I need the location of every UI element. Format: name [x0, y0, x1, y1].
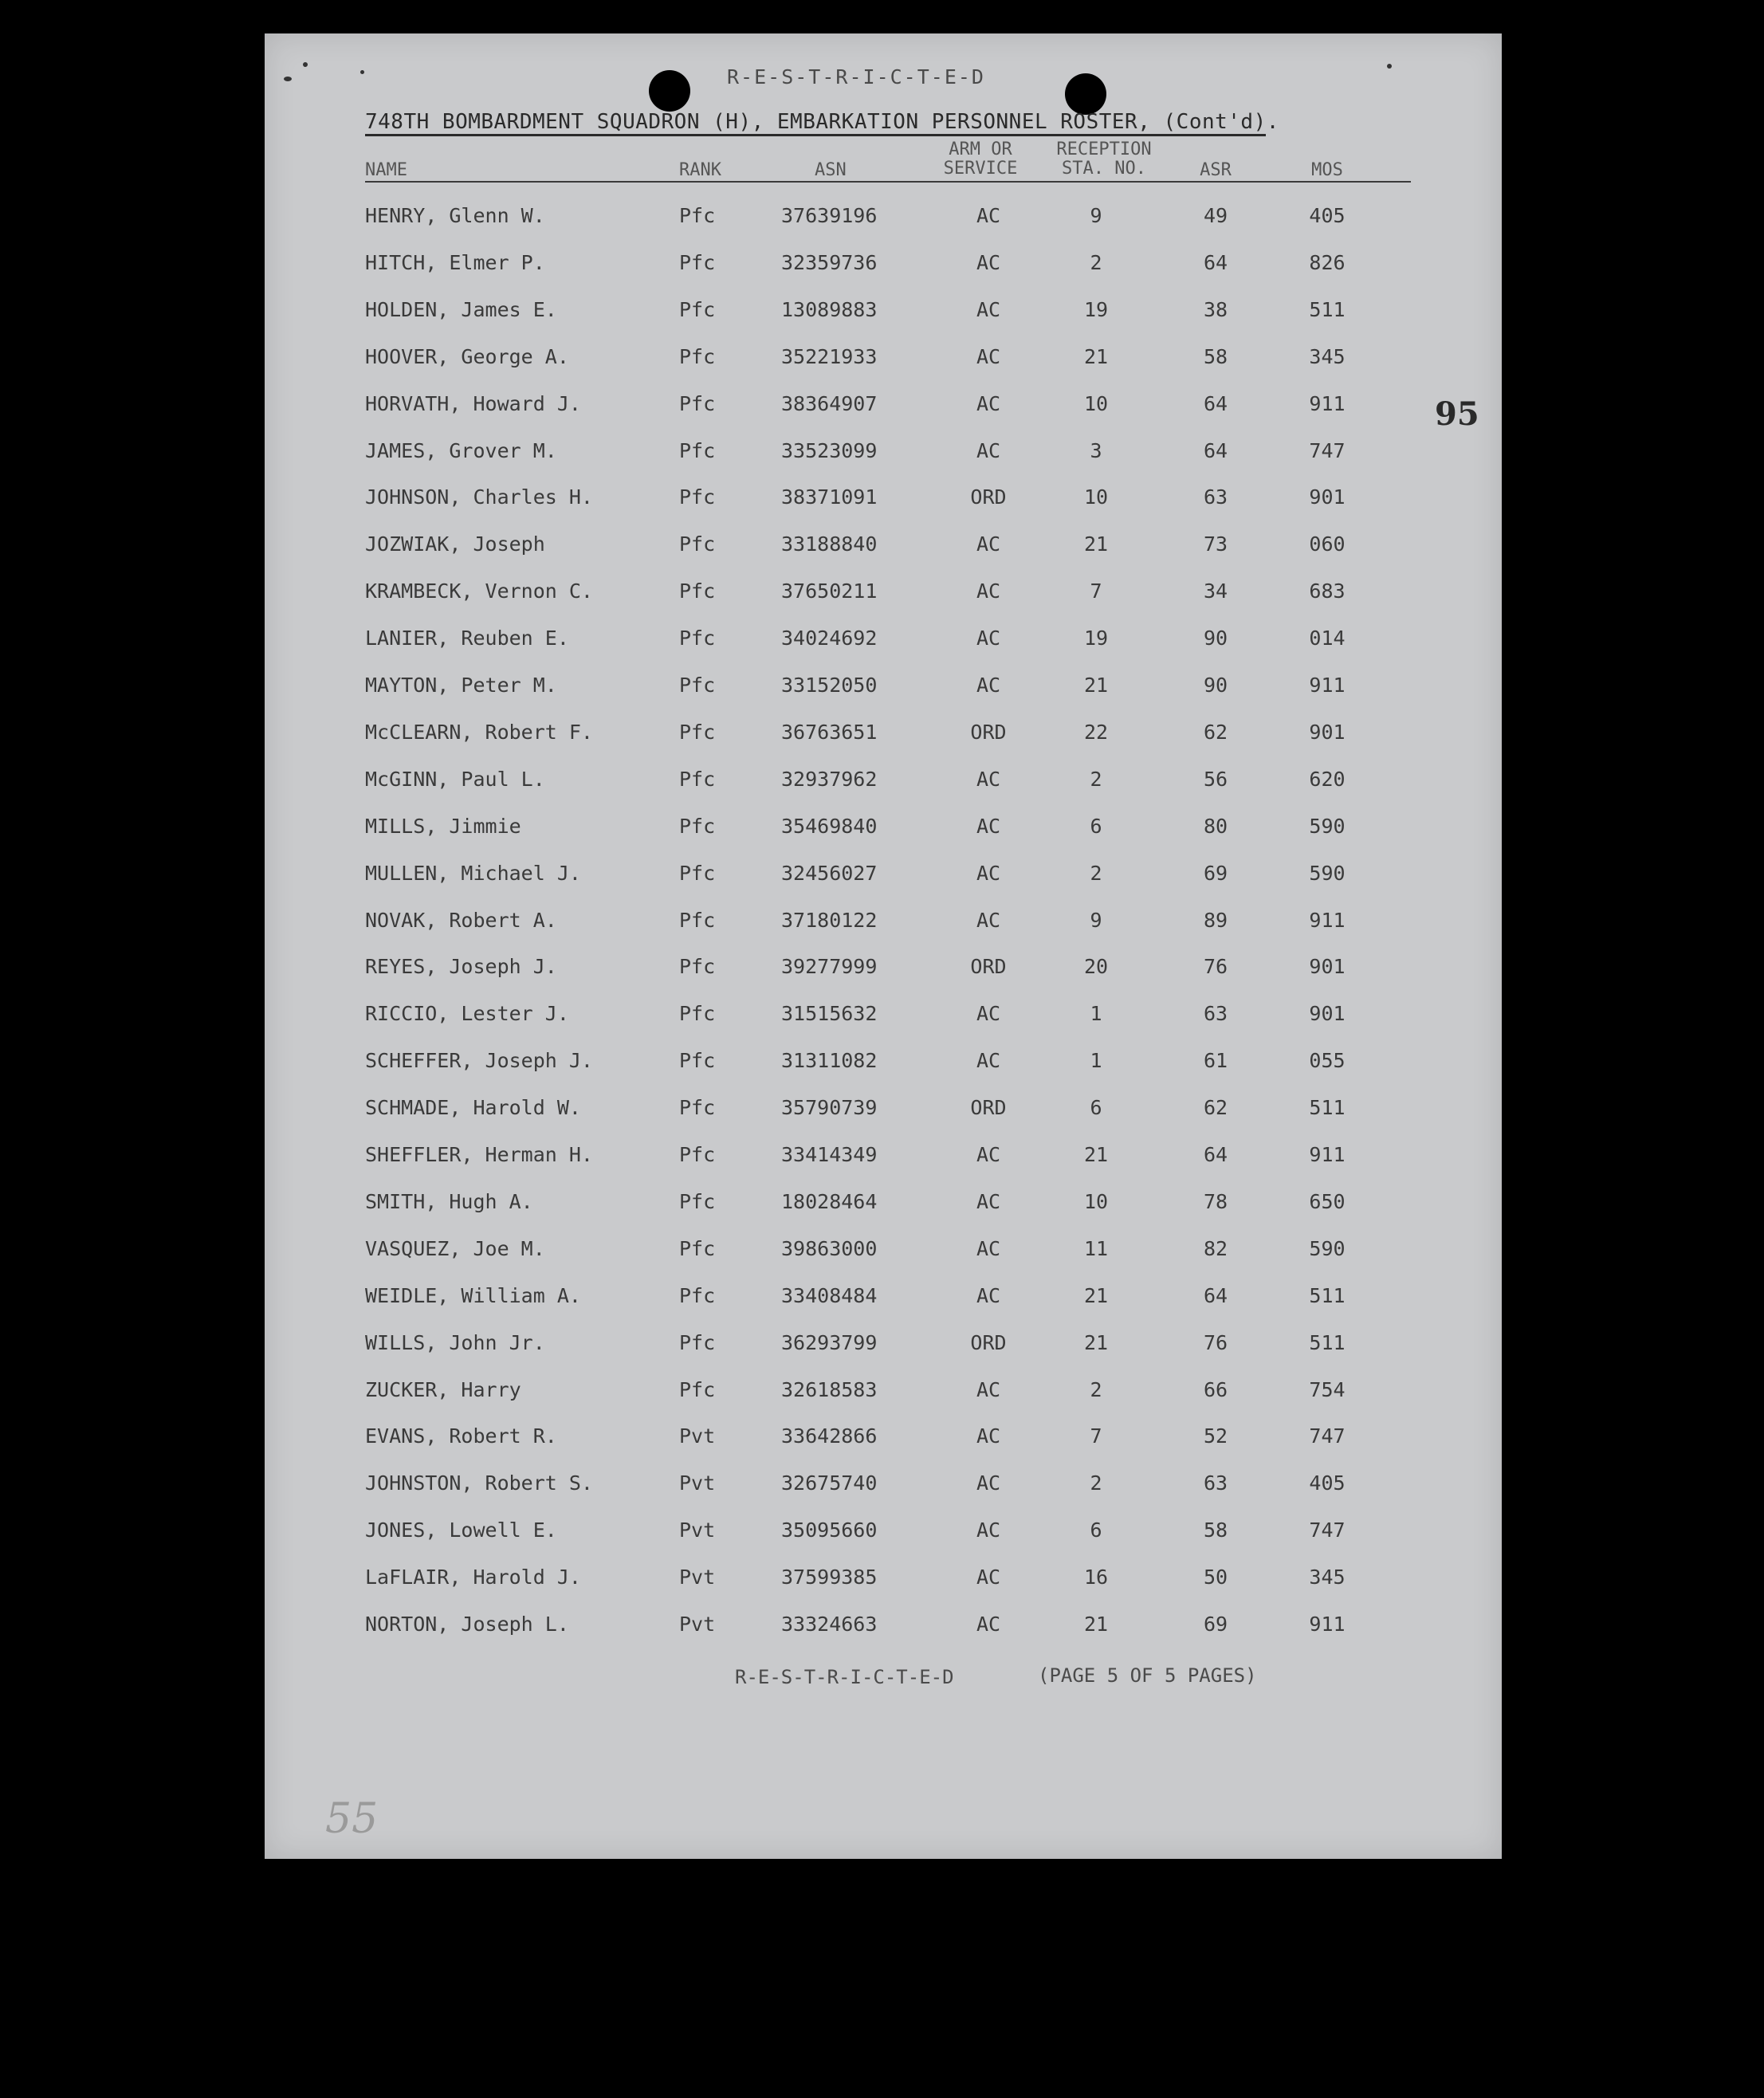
col-header-rank: RANK — [679, 160, 721, 180]
cell-asn: 31515632 — [781, 1002, 878, 1025]
cell-asr: 56 — [1203, 768, 1228, 791]
cell-asn: 33523099 — [781, 439, 878, 462]
cell-asn: 37180122 — [781, 909, 878, 932]
cell-mos: 911 — [1309, 1143, 1346, 1166]
cell-asr: 58 — [1203, 345, 1228, 368]
cell-arm: AC — [976, 862, 1001, 885]
cell-arm: AC — [976, 909, 1001, 932]
cell-rank: Pfc — [679, 815, 716, 838]
cell-asn: 35469840 — [781, 815, 878, 838]
cell-rank: Pfc — [679, 1331, 716, 1354]
cell-asn: 36293799 — [781, 1331, 878, 1354]
cell-asn: 39863000 — [781, 1237, 878, 1260]
cell-asn: 13089883 — [781, 298, 878, 321]
cell-rank: Pfc — [679, 1378, 716, 1401]
col-header-reception-line2: STA. NO. — [1062, 159, 1146, 179]
cell-asr: 73 — [1203, 532, 1228, 556]
cell-mos: 911 — [1309, 909, 1346, 932]
title-underline — [365, 134, 1266, 136]
cell-rank: Pfc — [679, 580, 716, 603]
cell-rec: 2 — [1090, 862, 1102, 885]
cell-asn: 36763651 — [781, 721, 878, 744]
cell-rec: 21 — [1083, 1143, 1109, 1166]
cell-name: LaFLAIR, Harold J. — [365, 1566, 581, 1589]
cell-rec: 1 — [1090, 1002, 1102, 1025]
page-title: 748TH BOMBARDMENT SQUADRON (H), EMBARKATION PERSONNEL ROSTER, (Cont'd). — [365, 110, 1279, 134]
cell-arm: AC — [976, 1378, 1001, 1401]
cell-mos: 683 — [1309, 580, 1346, 603]
cell-rec: 10 — [1083, 392, 1109, 415]
stamp-number: 95 — [1435, 395, 1479, 433]
col-header-arm-line1: ARM OR — [949, 139, 1012, 159]
cell-rec: 2 — [1090, 768, 1102, 791]
cell-arm: ORD — [970, 955, 1007, 978]
cell-arm: ORD — [970, 1096, 1007, 1119]
cell-mos: 747 — [1309, 1518, 1346, 1542]
punch-hole-left — [649, 70, 690, 112]
cell-asn: 37650211 — [781, 580, 878, 603]
cell-rank: Pfc — [679, 439, 716, 462]
cell-rec: 21 — [1083, 345, 1109, 368]
col-header-arm-line2: SERVICE — [943, 159, 1018, 179]
cell-mos: 620 — [1309, 768, 1346, 791]
cell-asr: 80 — [1203, 815, 1228, 838]
header-underline — [365, 181, 1411, 183]
cell-mos: 754 — [1309, 1378, 1346, 1401]
cell-rec: 20 — [1083, 955, 1109, 978]
cell-asn: 33642866 — [781, 1424, 878, 1448]
cell-name: ZUCKER, Harry — [365, 1378, 521, 1401]
cell-arm: AC — [976, 392, 1001, 415]
cell-rec: 6 — [1090, 815, 1102, 838]
cell-mos: 650 — [1309, 1190, 1346, 1213]
cell-name: HORVATH, Howard J. — [365, 392, 581, 415]
cell-asn: 31311082 — [781, 1049, 878, 1072]
cell-rank: Pfc — [679, 204, 716, 227]
cell-arm: AC — [976, 1518, 1001, 1542]
cell-arm: AC — [976, 1049, 1001, 1072]
cell-name: SCHEFFER, Joseph J. — [365, 1049, 593, 1072]
cell-mos: 345 — [1309, 345, 1346, 368]
cell-name: KRAMBECK, Vernon C. — [365, 580, 593, 603]
cell-rec: 21 — [1083, 1613, 1109, 1636]
cell-mos: 901 — [1309, 955, 1346, 978]
cell-rec: 9 — [1090, 909, 1102, 932]
cell-arm: ORD — [970, 485, 1007, 509]
cell-asn: 38364907 — [781, 392, 878, 415]
cell-arm: AC — [976, 298, 1001, 321]
cell-asn: 33408484 — [781, 1284, 878, 1307]
cell-rank: Pfc — [679, 532, 716, 556]
cell-arm: AC — [976, 1424, 1001, 1448]
cell-asn: 33152050 — [781, 674, 878, 697]
cell-arm: AC — [976, 674, 1001, 697]
cell-name: HENRY, Glenn W. — [365, 204, 545, 227]
cell-name: JONES, Lowell E. — [365, 1518, 557, 1542]
speck — [284, 77, 292, 81]
restricted-mark-bottom: R-E-S-T-R-I-C-T-E-D — [735, 1666, 954, 1688]
cell-arm: AC — [976, 532, 1001, 556]
cell-rank: Pfc — [679, 1002, 716, 1025]
col-header-reception-line1: RECEPTION — [1056, 139, 1152, 159]
cell-asr: 90 — [1203, 627, 1228, 650]
cell-name: HOLDEN, James E. — [365, 298, 557, 321]
cell-rank: Pfc — [679, 251, 716, 274]
cell-asn: 38371091 — [781, 485, 878, 509]
cell-name: SHEFFLER, Herman H. — [365, 1143, 593, 1166]
cell-asn: 32937962 — [781, 768, 878, 791]
cell-name: MAYTON, Peter M. — [365, 674, 557, 697]
cell-rec: 19 — [1083, 298, 1109, 321]
cell-asr: 61 — [1203, 1049, 1228, 1072]
cell-mos: 055 — [1309, 1049, 1346, 1072]
cell-name: JOHNSON, Charles H. — [365, 485, 593, 509]
cell-arm: AC — [976, 1613, 1001, 1636]
cell-rec: 7 — [1090, 1424, 1102, 1448]
cell-asr: 64 — [1203, 1284, 1228, 1307]
cell-rank: Pfc — [679, 298, 716, 321]
cell-rank: Pvt — [679, 1566, 716, 1589]
cell-asr: 90 — [1203, 674, 1228, 697]
cell-mos: 014 — [1309, 627, 1346, 650]
cell-arm: AC — [976, 1002, 1001, 1025]
cell-rank: Pfc — [679, 1190, 716, 1213]
cell-arm: AC — [976, 1566, 1001, 1589]
cell-rec: 19 — [1083, 627, 1109, 650]
cell-arm: AC — [976, 768, 1001, 791]
cell-mos: 901 — [1309, 721, 1346, 744]
cell-rec: 16 — [1083, 1566, 1109, 1589]
cell-asr: 63 — [1203, 1471, 1228, 1495]
cell-rank: Pvt — [679, 1613, 716, 1636]
restricted-mark-top: R-E-S-T-R-I-C-T-E-D — [727, 65, 985, 88]
cell-rank: Pfc — [679, 1284, 716, 1307]
col-header-asn: ASN — [815, 160, 847, 180]
cell-asr: 64 — [1203, 392, 1228, 415]
cell-mos: 511 — [1309, 298, 1346, 321]
cell-asn: 35790739 — [781, 1096, 878, 1119]
cell-name: RICCIO, Lester J. — [365, 1002, 569, 1025]
cell-asn: 37599385 — [781, 1566, 878, 1589]
cell-asr: 62 — [1203, 1096, 1228, 1119]
cell-asn: 33188840 — [781, 532, 878, 556]
cell-rec: 1 — [1090, 1049, 1102, 1072]
cell-rec: 11 — [1083, 1237, 1109, 1260]
cell-mos: 511 — [1309, 1284, 1346, 1307]
punch-hole-right — [1065, 73, 1106, 115]
cell-mos: 590 — [1309, 1237, 1346, 1260]
cell-asr: 89 — [1203, 909, 1228, 932]
cell-asr: 52 — [1203, 1424, 1228, 1448]
cell-rank: Pvt — [679, 1518, 716, 1542]
cell-rank: Pfc — [679, 768, 716, 791]
cell-asn: 35221933 — [781, 345, 878, 368]
cell-rank: Pfc — [679, 485, 716, 509]
cell-asr: 34 — [1203, 580, 1228, 603]
cell-name: VASQUEZ, Joe M. — [365, 1237, 545, 1260]
col-header-mos: MOS — [1311, 160, 1343, 180]
col-header-reception — [1036, 140, 1172, 179]
cell-mos: 060 — [1309, 532, 1346, 556]
cell-mos: 901 — [1309, 1002, 1346, 1025]
cell-asr: 78 — [1203, 1190, 1228, 1213]
cell-rec: 2 — [1090, 1378, 1102, 1401]
col-header-arm — [917, 140, 1044, 179]
cell-name: JOHNSTON, Robert S. — [365, 1471, 593, 1495]
cell-mos: 911 — [1309, 1613, 1346, 1636]
col-header-asr: ASR — [1200, 160, 1232, 180]
cell-arm: AC — [976, 345, 1001, 368]
cell-name: REYES, Joseph J. — [365, 955, 557, 978]
col-header-name: NAME — [365, 160, 407, 180]
cell-asr: 50 — [1203, 1566, 1228, 1589]
cell-name: WEIDLE, William A. — [365, 1284, 581, 1307]
cell-asn: 39277999 — [781, 955, 878, 978]
cell-rec: 2 — [1090, 1471, 1102, 1495]
cell-rank: Pfc — [679, 1049, 716, 1072]
cell-rec: 21 — [1083, 1284, 1109, 1307]
cell-rec: 2 — [1090, 251, 1102, 274]
cell-mos: 911 — [1309, 392, 1346, 415]
cell-asr: 49 — [1203, 204, 1228, 227]
cell-arm: AC — [976, 1237, 1001, 1260]
cell-rank: Pfc — [679, 862, 716, 885]
cell-arm: AC — [976, 1284, 1001, 1307]
cell-asr: 63 — [1203, 485, 1228, 509]
cell-arm: AC — [976, 1143, 1001, 1166]
cell-rank: Pvt — [679, 1471, 716, 1495]
cell-name: EVANS, Robert R. — [365, 1424, 557, 1448]
cell-asr: 82 — [1203, 1237, 1228, 1260]
cell-rank: Pfc — [679, 627, 716, 650]
speck — [1387, 64, 1392, 69]
cell-name: WILLS, John Jr. — [365, 1331, 545, 1354]
cell-name: HOOVER, George A. — [365, 345, 569, 368]
cell-mos: 901 — [1309, 485, 1346, 509]
cell-arm: AC — [976, 815, 1001, 838]
cell-asn: 33414349 — [781, 1143, 878, 1166]
cell-name: McGINN, Paul L. — [365, 768, 545, 791]
cell-rank: Pfc — [679, 1237, 716, 1260]
speck — [360, 70, 364, 74]
cell-name: LANIER, Reuben E. — [365, 627, 569, 650]
cell-mos: 405 — [1309, 204, 1346, 227]
cell-rec: 7 — [1090, 580, 1102, 603]
cell-asr: 66 — [1203, 1378, 1228, 1401]
cell-asr: 64 — [1203, 251, 1228, 274]
cell-name: McCLEARN, Robert F. — [365, 721, 593, 744]
cell-asr: 64 — [1203, 439, 1228, 462]
cell-rec: 21 — [1083, 1331, 1109, 1354]
cell-mos: 511 — [1309, 1096, 1346, 1119]
cell-arm: ORD — [970, 721, 1007, 744]
cell-asn: 34024692 — [781, 627, 878, 650]
cell-rec: 21 — [1083, 532, 1109, 556]
cell-arm: ORD — [970, 1331, 1007, 1354]
cell-name: JAMES, Grover M. — [365, 439, 557, 462]
cell-asn: 18028464 — [781, 1190, 878, 1213]
cell-name: HITCH, Elmer P. — [365, 251, 545, 274]
cell-rank: Pfc — [679, 345, 716, 368]
cell-rank: Pfc — [679, 955, 716, 978]
cell-asn: 32618583 — [781, 1378, 878, 1401]
cell-mos: 747 — [1309, 439, 1346, 462]
cell-rank: Pvt — [679, 1424, 716, 1448]
cell-rec: 21 — [1083, 674, 1109, 697]
cell-mos: 405 — [1309, 1471, 1346, 1495]
cell-asr: 76 — [1203, 1331, 1228, 1354]
cell-arm: AC — [976, 627, 1001, 650]
cell-name: MULLEN, Michael J. — [365, 862, 581, 885]
cell-asr: 58 — [1203, 1518, 1228, 1542]
cell-rec: 10 — [1083, 1190, 1109, 1213]
cell-asn: 33324663 — [781, 1613, 878, 1636]
cell-rank: Pfc — [679, 1096, 716, 1119]
cell-mos: 747 — [1309, 1424, 1346, 1448]
cell-asr: 63 — [1203, 1002, 1228, 1025]
cell-mos: 345 — [1309, 1566, 1346, 1589]
cell-asr: 69 — [1203, 1613, 1228, 1636]
cell-mos: 511 — [1309, 1331, 1346, 1354]
cell-mos: 911 — [1309, 674, 1346, 697]
cell-mos: 590 — [1309, 815, 1346, 838]
cell-arm: AC — [976, 580, 1001, 603]
cell-rec: 9 — [1090, 204, 1102, 227]
cell-asr: 64 — [1203, 1143, 1228, 1166]
cell-rec: 6 — [1090, 1096, 1102, 1119]
cell-asn: 32456027 — [781, 862, 878, 885]
cell-name: SCHMADE, Harold W. — [365, 1096, 581, 1119]
cell-asn: 35095660 — [781, 1518, 878, 1542]
cell-mos: 590 — [1309, 862, 1346, 885]
cell-arm: AC — [976, 1471, 1001, 1495]
cell-arm: AC — [976, 1190, 1001, 1213]
speck — [303, 62, 308, 67]
page-count: (PAGE 5 OF 5 PAGES) — [1038, 1664, 1257, 1687]
pencil-note: 55 — [325, 1795, 379, 1843]
cell-name: NORTON, Joseph L. — [365, 1613, 569, 1636]
cell-name: JOZWIAK, Joseph — [365, 532, 545, 556]
cell-rec: 6 — [1090, 1518, 1102, 1542]
cell-arm: AC — [976, 251, 1001, 274]
cell-rec: 22 — [1083, 721, 1109, 744]
cell-name: SMITH, Hugh A. — [365, 1190, 533, 1213]
cell-arm: AC — [976, 439, 1001, 462]
cell-asr: 76 — [1203, 955, 1228, 978]
cell-asn: 37639196 — [781, 204, 878, 227]
cell-rank: Pfc — [679, 1143, 716, 1166]
cell-arm: AC — [976, 204, 1001, 227]
cell-rec: 3 — [1090, 439, 1102, 462]
cell-rec: 10 — [1083, 485, 1109, 509]
cell-asr: 62 — [1203, 721, 1228, 744]
cell-rank: Pfc — [679, 909, 716, 932]
cell-asn: 32675740 — [781, 1471, 878, 1495]
cell-mos: 826 — [1309, 251, 1346, 274]
cell-rank: Pfc — [679, 721, 716, 744]
cell-rank: Pfc — [679, 392, 716, 415]
cell-asr: 69 — [1203, 862, 1228, 885]
cell-asn: 32359736 — [781, 251, 878, 274]
cell-rank: Pfc — [679, 674, 716, 697]
cell-name: NOVAK, Robert A. — [365, 909, 557, 932]
cell-name: MILLS, Jimmie — [365, 815, 521, 838]
cell-asr: 38 — [1203, 298, 1228, 321]
